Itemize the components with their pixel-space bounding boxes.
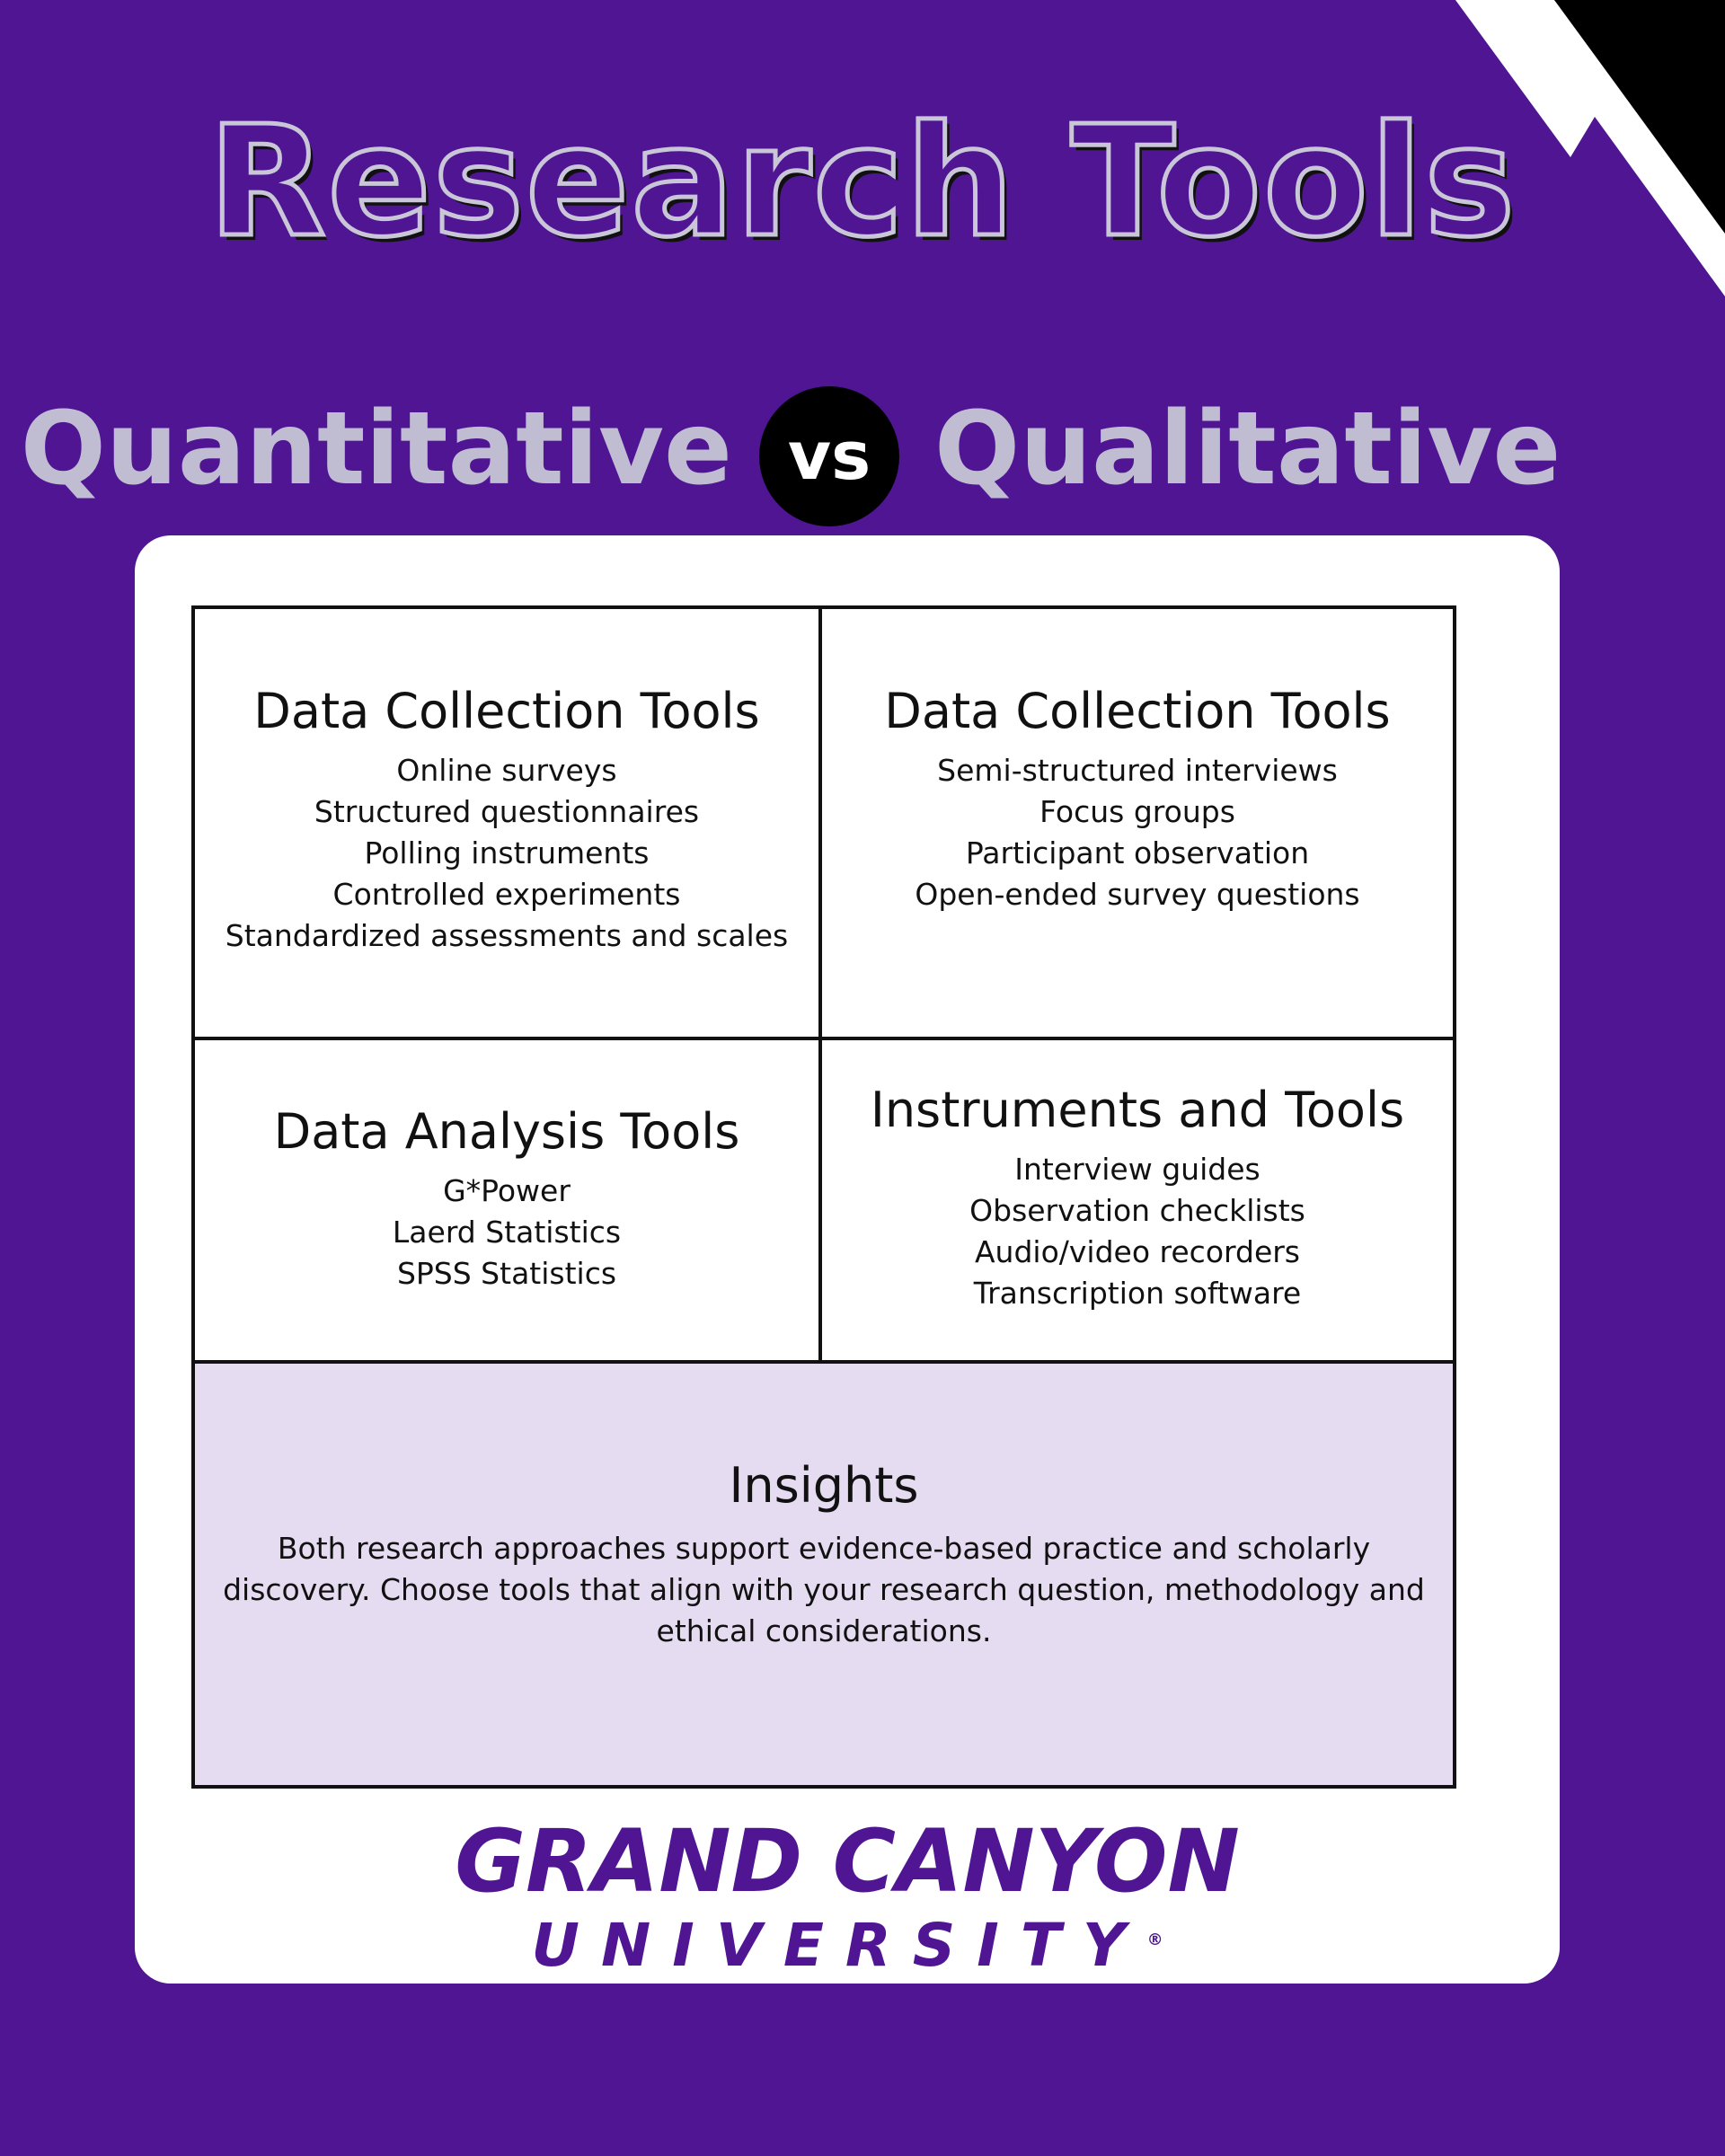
qual-collection-cell xyxy=(822,609,1453,1040)
qualitative-label: Qualitative xyxy=(934,391,1561,508)
quant-analysis-cell xyxy=(195,1040,822,1364)
university-logo xyxy=(135,1811,1560,1980)
tool-list xyxy=(195,1171,818,1294)
cell-heading: Data Collection Tools xyxy=(253,683,760,739)
logo-line-2 xyxy=(135,1906,1560,1980)
vs-badge: vs xyxy=(759,386,899,526)
list-item: Polling instruments xyxy=(364,835,650,870)
list-item: Audio/video recorders xyxy=(974,1233,1301,1269)
list-item: Standardized assessments and scales xyxy=(225,917,789,953)
list-item: Participant observation xyxy=(965,835,1310,870)
cell-heading: Data Collection Tools xyxy=(884,683,1391,739)
list-item: Semi-structured interviews xyxy=(937,752,1338,788)
quantitative-label: Quantitative xyxy=(20,391,732,508)
tool-list xyxy=(195,750,818,957)
logo-line-1: GRAND CANYON xyxy=(455,1811,1240,1912)
insights-cell xyxy=(195,1364,1453,1785)
list-item: Focus groups xyxy=(1039,793,1235,829)
insights-text: Both research approaches support evidence-based practice and scholarly discovery. Choose tools that align with your research question, methodology and ethical considerations. xyxy=(223,1530,1425,1648)
list-item: G*Power xyxy=(443,1172,571,1208)
tool-list xyxy=(822,1149,1453,1314)
cell-heading: Data Analysis Tools xyxy=(273,1103,740,1160)
list-item: Observation checklists xyxy=(969,1192,1305,1228)
content-card xyxy=(135,535,1560,1984)
tool-list xyxy=(822,750,1453,915)
comparison-header xyxy=(0,386,1725,539)
quant-collection-cell xyxy=(195,609,822,1040)
cell-heading: Instruments and Tools xyxy=(870,1082,1405,1138)
list-item: Online surveys xyxy=(396,752,617,788)
list-item: Controlled experiments xyxy=(332,876,681,912)
insights-heading: Insights xyxy=(729,1457,919,1514)
comparison-grid xyxy=(191,605,1456,1789)
page-title: Research Tools xyxy=(208,93,1517,271)
list-item: Structured questionnaires xyxy=(314,793,700,829)
list-item: Laerd Statistics xyxy=(392,1214,622,1250)
qual-instruments-cell xyxy=(822,1040,1453,1364)
list-item: SPSS Statistics xyxy=(396,1255,617,1291)
list-item: Interview guides xyxy=(1014,1151,1261,1187)
registered-mark: ® xyxy=(1146,1931,1163,1949)
list-item: Open-ended survey questions xyxy=(915,876,1360,912)
logo-line-2-text: UNIVERSITY xyxy=(531,1911,1147,1980)
list-item: Transcription software xyxy=(973,1275,1302,1311)
